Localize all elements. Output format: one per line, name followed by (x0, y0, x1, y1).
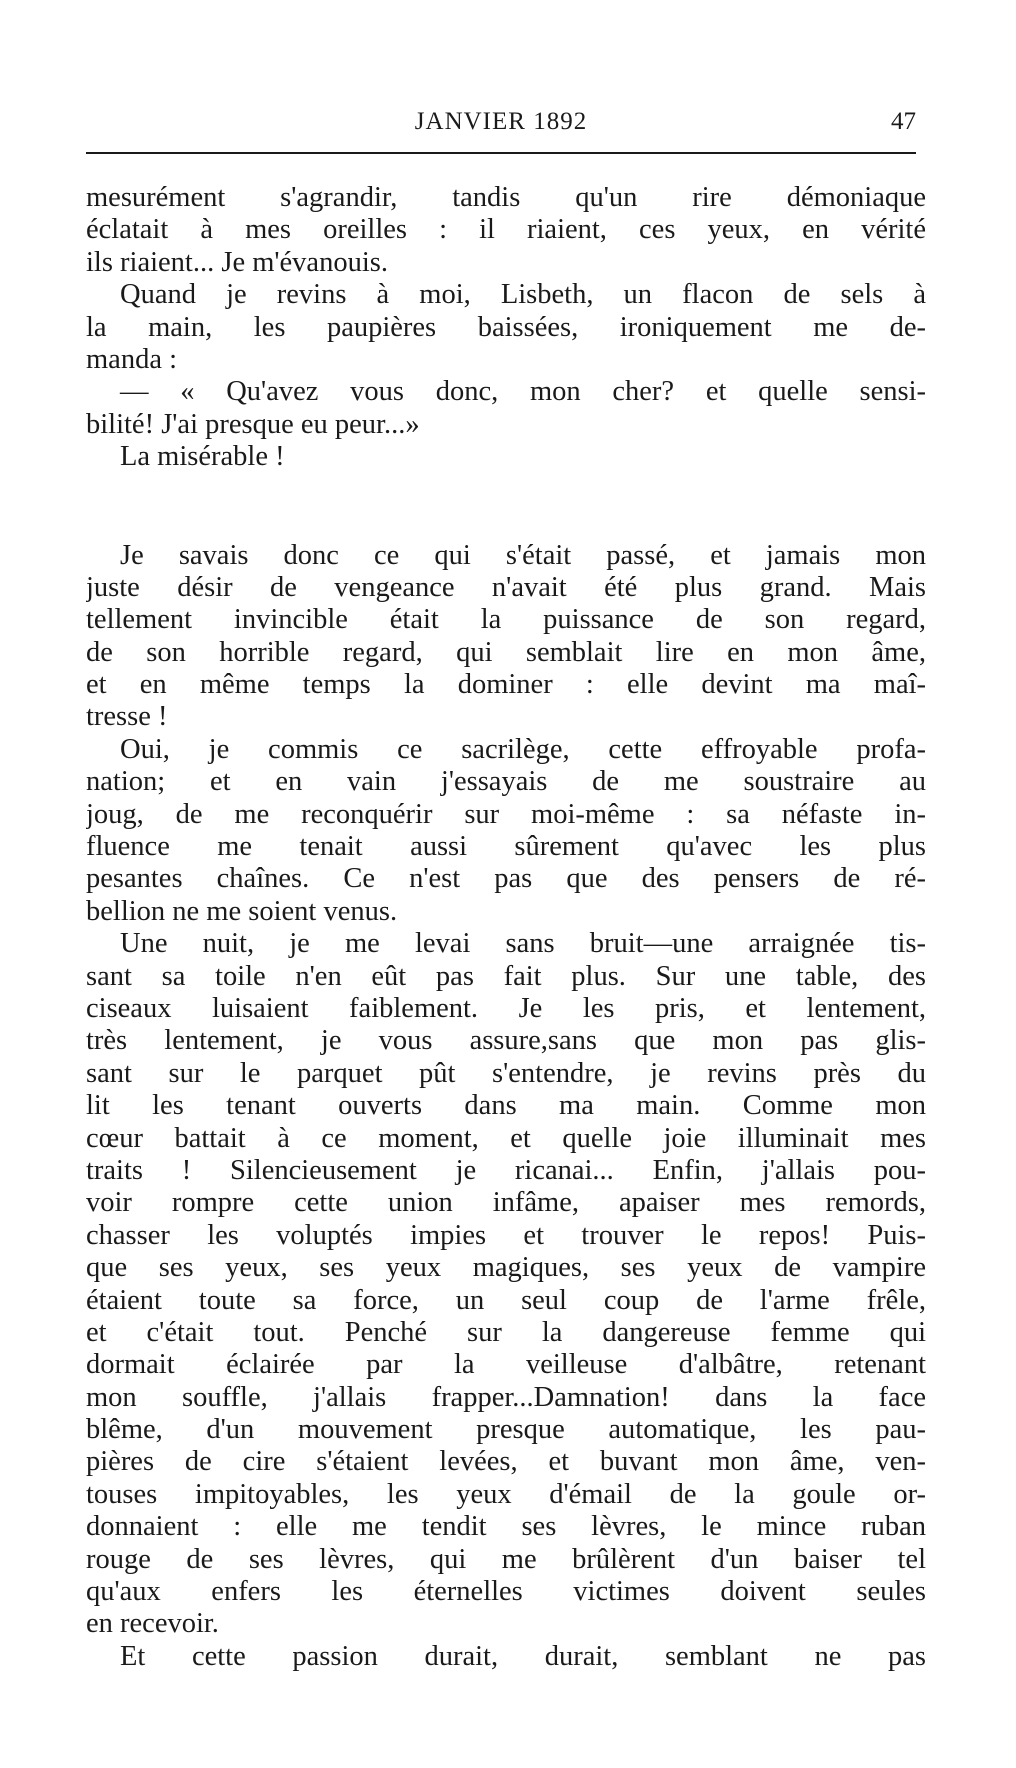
text-line: que ses yeux, ses yeux magiques, ses yeux de vampire (86, 1252, 926, 1284)
text-line: pières de cire s'étaient levées, et buvant mon âme, ven- (86, 1446, 926, 1478)
text-line: touses impitoyables, les yeux d'émail de la goule or- (86, 1478, 926, 1510)
page-number: 47 (891, 108, 916, 135)
text-line: et c'était tout. Penché sur la dangereuse femme qui (86, 1316, 926, 1348)
text-line: bellion ne me soient venus. (86, 895, 398, 927)
text-line: traits ! Silencieusement je ricanai... Enfin, j'allais pou- (86, 1154, 926, 1186)
text-line: étaient toute sa force, un seul coup de l'arme frêle, (86, 1284, 926, 1316)
text-line: La misérable ! (120, 441, 285, 473)
section-gap (86, 474, 926, 540)
text-line: mon souffle, j'allais frapper...Damnation! dans la face (86, 1381, 926, 1413)
text-line: en recevoir. (86, 1608, 219, 1640)
text-line: éclatait à mes oreilles : il riaient, ces yeux, en vérité (86, 214, 926, 246)
text-line: dormait éclairée par la veilleuse d'albâtre, retenant (86, 1349, 926, 1381)
text-line: ciseaux luisaient faiblement. Je les pris, et lentement, (86, 992, 926, 1024)
text-line: fluence me tenait aussi sûrement qu'avec les plus (86, 831, 926, 863)
header-rule (86, 152, 916, 154)
text-line: Une nuit, je me levai sans bruit—une arraignée tis- (120, 928, 926, 960)
body-text (86, 182, 926, 1673)
text-line: lit les tenant ouverts dans ma main. Comme mon (86, 1090, 926, 1122)
text-line: juste désir de vengeance n'avait été plus grand. Mais (86, 571, 926, 603)
text-line: pesantes chaînes. Ce n'est pas que des pensers de ré- (86, 863, 926, 895)
text-line: donnaient : elle me tendit ses lèvres, le mince ruban (86, 1511, 926, 1543)
text-line: de son horrible regard, qui semblait lire en mon âme, (86, 636, 926, 668)
text-line: manda : (86, 343, 178, 375)
text-line: tellement invincible était la puissance de son regard, (86, 604, 926, 636)
text-line: Je savais donc ce qui s'était passé, et jamais mon (120, 539, 926, 571)
text-line: rouge de ses lèvres, qui me brûlèrent d'un baiser tel (86, 1543, 926, 1575)
text-line: cœur battait à ce moment, et quelle joie illuminait mes (86, 1122, 926, 1154)
text-line: Oui, je commis ce sacrilège, cette effroyable profa- (120, 733, 926, 765)
text-line: nation; et en vain j'essayais de me soustraire au (86, 766, 926, 798)
text-line: sant sa toile n'en eût pas fait plus. Sur une table, des (86, 960, 926, 992)
text-line: chasser les voluptés impies et trouver le repos! Puis- (86, 1219, 926, 1251)
text-line: Et cette passion durait, durait, semblant ne pas (120, 1640, 926, 1672)
text-line: très lentement, je vous assure,sans que mon pas glis- (86, 1025, 926, 1057)
text-line: qu'aux enfers les éternelles victimes doivent seules (86, 1576, 926, 1608)
text-line: la main, les paupières baissées, ironiquement me de- (86, 311, 926, 343)
text-line: bilité! J'ai presque eu peur...» (86, 408, 420, 440)
text-line: voir rompre cette union infâme, apaiser mes remords, (86, 1187, 926, 1219)
running-title: JANVIER 1892 (414, 108, 588, 135)
text-line: tresse ! (86, 701, 168, 733)
text-line: sant sur le parquet pût s'entendre, je revins près du (86, 1057, 926, 1089)
page-header (86, 108, 916, 148)
text-line: ils riaient... Je m'évanouis. (86, 246, 388, 278)
text-line: et en même temps la dominer : elle devint ma maî- (86, 669, 926, 701)
text-line: — « Qu'avez vous donc, mon cher? et quelle sensi- (120, 376, 926, 408)
text-line: mesurément s'agrandir, tandis qu'un rire démoniaque (86, 182, 926, 213)
text-line: Quand je revins à moi, Lisbeth, un flacon de sels à (120, 279, 926, 311)
text-line: blême, d'un mouvement presque automatique, les pau- (86, 1414, 926, 1446)
text-line: joug, de me reconquérir sur moi-même : sa néfaste in- (86, 798, 926, 830)
